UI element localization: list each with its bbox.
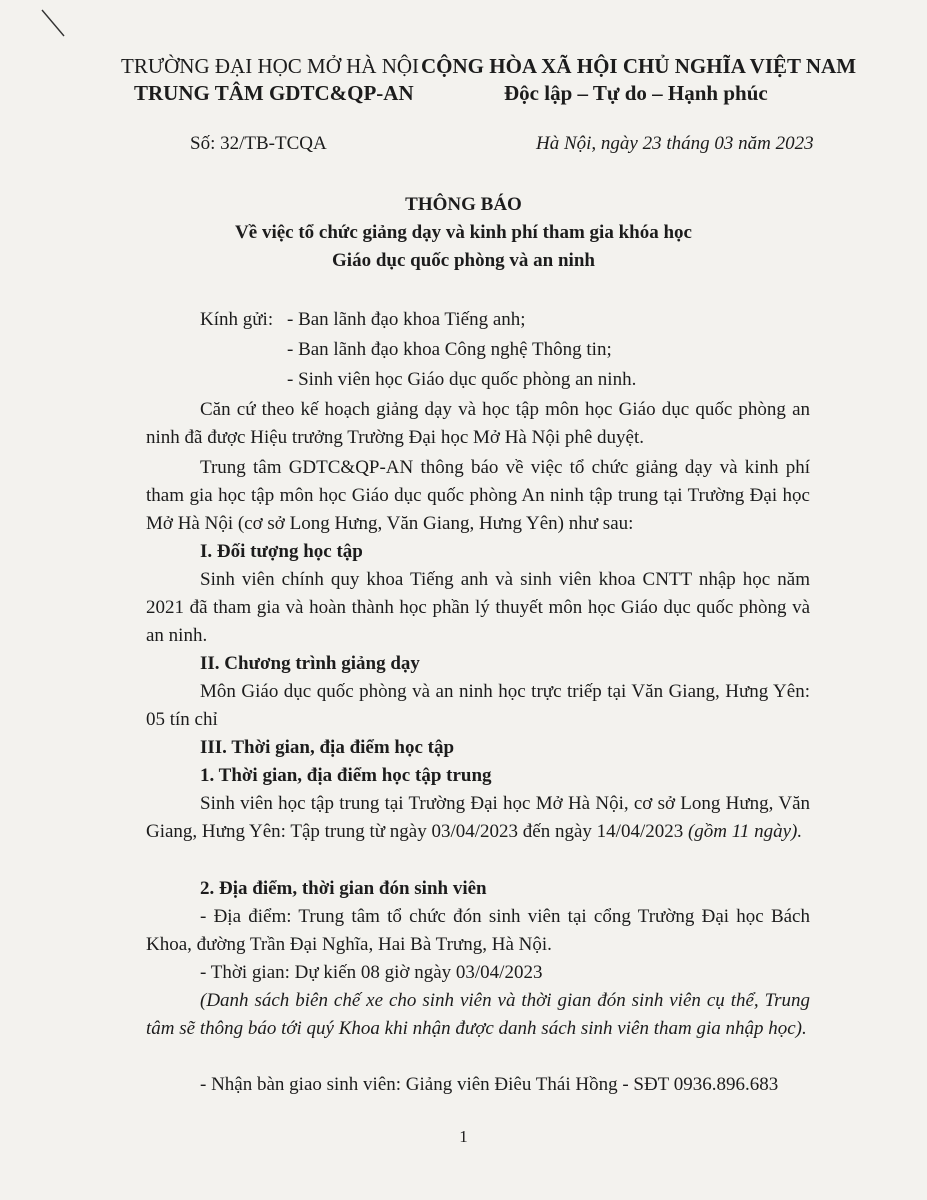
recipient-item: - Sinh viên học Giáo dục quốc phòng an ninh. xyxy=(287,369,637,390)
page-number: 1 xyxy=(459,1127,468,1146)
pickup-place: - Địa điểm: Trung tâm tổ chức đón sinh viên tại cổng Trường Đại học Bách Khoa, đường Trần Đại Nghĩa, Hai Bà Trưng, Hà Nội. xyxy=(146,906,810,955)
paragraph-announcement: Trung tâm GDTC&QP-AN thông báo về việc tổ chức giảng dạy và kinh phí tham gia học tập môn học Giáo dục quốc phòng An ninh tập trung tại Trường Đại học Mở Hà Nội (cơ sở Long Hưng, Văn Giang, Hưng Yên) như sau: xyxy=(146,457,810,534)
recipient-item: - Ban lãnh đạo khoa Tiếng anh; xyxy=(287,309,526,330)
doc-subject-line1: Về việc tổ chức giảng dạy và kinh phí tham gia khóa học xyxy=(235,222,692,243)
section-text: Sinh viên học tập trung tại Trường Đại học Mở Hà Nội, cơ sở Long Hưng, Văn Giang, Hưng Yên: Tập trung từ ngày 03/04/2023 đến ngày 14/04/2023 (gồm 11 ngày). xyxy=(146,793,810,842)
recipients-label: Kính gửi: xyxy=(200,309,274,330)
doc-date: Hà Nội, ngày 23 tháng 03 năm 2023 xyxy=(536,133,814,154)
pickup-note: (Danh sách biên chế xe cho sinh viên và thời gian đón sinh viên cụ thể, Trung tâm sẽ thông báo tới quý Khoa khi nhận được danh sách sinh viên tham gia nhập học). xyxy=(146,990,810,1039)
section-heading: I. Đối tượng học tập xyxy=(200,541,363,562)
doc-number: Số: 32/TB-TCQA xyxy=(190,133,327,154)
section-text: Môn Giáo dục quốc phòng và an ninh học trực triếp tại Văn Giang, Hưng Yên: 05 tín chỉ xyxy=(146,681,810,730)
center-name: TRUNG TÂM GDTC&QP-AN xyxy=(134,81,414,105)
section-heading: II. Chương trình giảng dạy xyxy=(200,653,420,674)
section-heading: III. Thời gian, địa điểm học tập xyxy=(200,737,455,758)
pickup-time: - Thời gian: Dự kiến 08 giờ ngày 03/04/2023 xyxy=(200,962,543,983)
handover-contact: - Nhận bàn giao sinh viên: Giảng viên Điêu Thái Hồng - SĐT 0936.896.683 xyxy=(200,1074,779,1095)
paragraph-basis: Căn cứ theo kế hoạch giảng dạy và học tập môn học Giáo dục quốc phòng an ninh đã được Hiệu trưởng Trường Đại học Mở Hà Nội phê duyệt. xyxy=(146,399,810,448)
doc-subject-line2: Giáo dục quốc phòng và an ninh xyxy=(332,250,595,271)
national-title: CỘNG HÒA XÃ HỘI CHỦ NGHĨA VIỆT NAM xyxy=(421,54,857,78)
scan-mark xyxy=(40,8,66,38)
subsection-heading: 1. Thời gian, địa điểm học tập trung xyxy=(200,765,492,786)
recipient-item: - Ban lãnh đạo khoa Công nghệ Thông tin; xyxy=(287,339,612,360)
section-text: Sinh viên chính quy khoa Tiếng anh và sinh viên khoa CNTT nhập học năm 2021 đã tham gia và hoàn thành học phần lý thuyết môn học Giáo dục quốc phòng và an ninh. xyxy=(146,569,810,646)
subsection-heading: 2. Địa điểm, thời gian đón sinh viên xyxy=(200,878,487,899)
university-name: TRƯỜNG ĐẠI HỌC MỞ HÀ NỘI xyxy=(121,54,420,78)
national-motto: Độc lập – Tự do – Hạnh phúc xyxy=(504,81,768,105)
doc-title: THÔNG BÁO xyxy=(405,194,522,215)
